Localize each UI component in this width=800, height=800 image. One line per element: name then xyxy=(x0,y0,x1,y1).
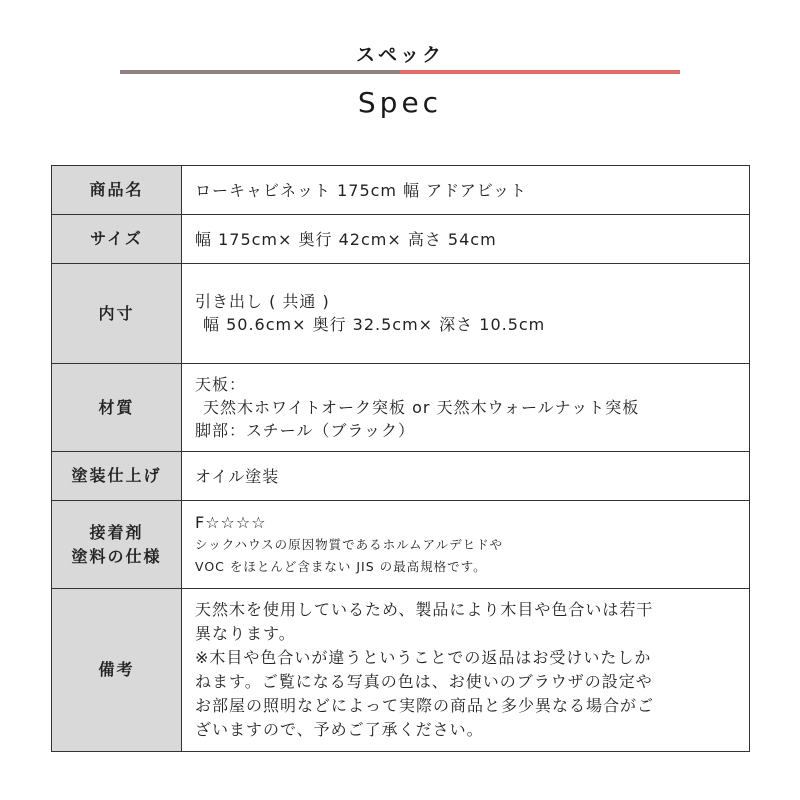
row-value xyxy=(182,589,750,752)
row-label: 材質 xyxy=(52,364,182,452)
label-line: 塗料の仕様 xyxy=(71,546,162,566)
row-value xyxy=(182,364,750,452)
section-title-en: Spec xyxy=(357,86,443,119)
spec-table xyxy=(51,165,750,752)
row-label: 内寸 xyxy=(52,264,182,364)
row-value xyxy=(182,166,750,215)
table-row-size xyxy=(52,215,750,264)
table-row-material xyxy=(52,364,750,452)
title-divider xyxy=(120,70,680,74)
value-line: ざいますので、予めご了承ください。 xyxy=(195,720,484,739)
value-line: シックハウスの原因物質であるホルムアルデヒドや xyxy=(195,537,504,552)
table-row-product-name xyxy=(52,166,750,215)
row-value xyxy=(182,215,750,264)
table-row-finish xyxy=(52,452,750,501)
value-line: ローキャビネット 175cm 幅 アドアビット xyxy=(195,180,528,200)
row-value xyxy=(182,452,750,501)
divider-right-segment xyxy=(400,70,680,74)
row-label: 塗装仕上げ xyxy=(52,452,182,501)
value-line: 天然木を使用しているため、製品により木目や色合いは若干 xyxy=(195,600,654,619)
value-line: 幅 50.6cm× 奥行 32.5cm× 深さ 10.5cm xyxy=(203,315,546,334)
value-line: 天板： xyxy=(195,375,247,394)
row-label: サイズ xyxy=(52,215,182,264)
row-value xyxy=(182,264,750,364)
row-value xyxy=(182,501,750,589)
value-line: ねます。ご覧になる写真の色は、お使いのブラウザの設定や xyxy=(195,672,653,691)
table-row-inner-dimensions xyxy=(52,264,750,364)
value-line: オイル塗装 xyxy=(195,466,280,486)
value-line: 天然木ホワイトオーク突板 or 天然木ウォールナット突板 xyxy=(203,398,640,417)
value-line: 幅 175cm× 奥行 42cm× 高さ 54cm xyxy=(195,229,497,249)
value-line: 異なります。 xyxy=(195,624,296,643)
value-line: 引き出し ( 共通 ) xyxy=(195,292,330,311)
value-line: VOC をほとんど含まない JIS の最高規格です。 xyxy=(195,559,487,574)
divider-left-segment xyxy=(120,70,400,74)
table-row-notes xyxy=(52,589,750,752)
value-line: お部屋の照明などによって実際の商品と多少異なる場合がご xyxy=(195,696,655,715)
table-row-adhesive-spec xyxy=(52,501,750,589)
section-title-jp: スペック xyxy=(355,44,444,66)
rating-line: F☆☆☆☆ xyxy=(195,513,267,532)
value-line: ※木目や色合いが違うということでの返品はお受けいたしか xyxy=(195,648,652,667)
value-line: 脚部：スチール（ブラック） xyxy=(195,421,416,440)
row-label: 商品名 xyxy=(52,166,182,215)
row-label xyxy=(52,501,182,589)
row-label: 備考 xyxy=(52,589,182,752)
label-line: 接着剤 xyxy=(89,522,144,542)
